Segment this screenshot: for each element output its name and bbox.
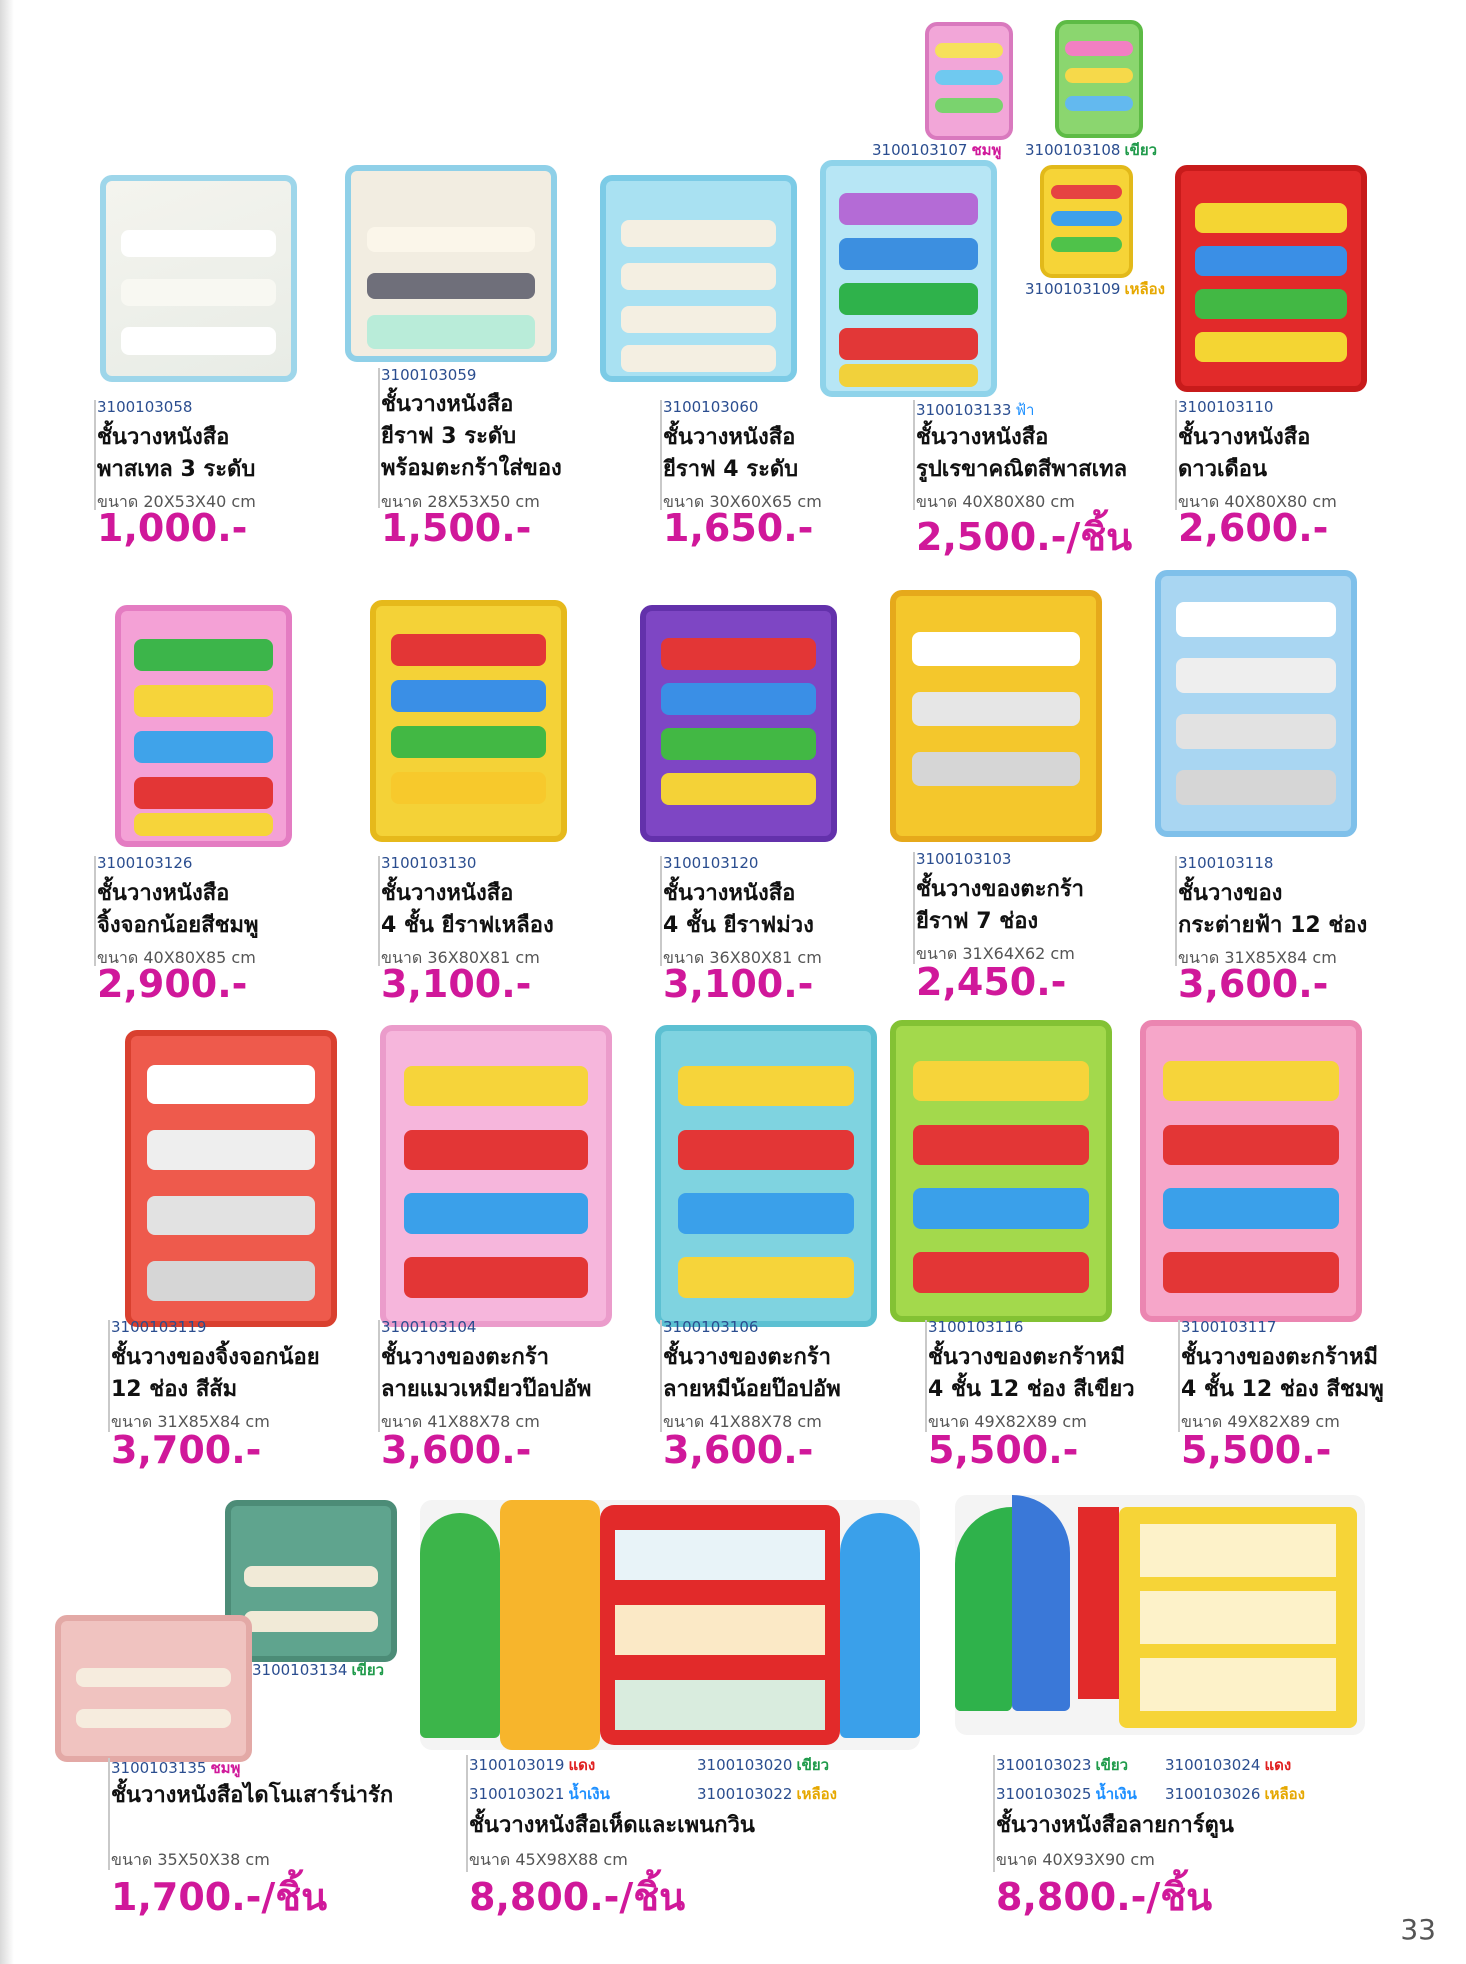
product-name-line3: พร้อมตะกร้าใส่ของ bbox=[381, 456, 562, 481]
product-price: 8,800.-/ชิ้น bbox=[996, 1875, 1213, 1919]
product-image-moon-star-shelf bbox=[1175, 165, 1367, 392]
product-code: 3100103116 bbox=[928, 1318, 1024, 1336]
product-size: ขนาด 49X82X89 cm bbox=[928, 1412, 1087, 1431]
product-name-line2: ลายแมวเหมียวป๊อปอัพ bbox=[381, 1377, 592, 1402]
variant-color-green: เขียว bbox=[1095, 1756, 1129, 1774]
product-image-pink-fox-shelf bbox=[115, 605, 292, 847]
product-image-pink-bear-shelf bbox=[1140, 1020, 1362, 1322]
product-price: 3,600.- bbox=[381, 1428, 532, 1472]
product-name-line1: ชั้นวางหนังสือ bbox=[663, 881, 796, 906]
product-code: 3100103110 bbox=[1178, 398, 1274, 416]
variant-code-pink: 3100103107 ชมพู bbox=[872, 141, 1002, 159]
product-code: 3100103059 bbox=[381, 366, 477, 384]
product-size: ขนาด 36X80X81 cm bbox=[663, 948, 822, 967]
product-price: 1,650.- bbox=[663, 506, 814, 550]
product-image-giraffe-3-tier bbox=[345, 165, 557, 362]
product-name-line2: จิ้งจอกน้อยสีชมพู bbox=[97, 913, 259, 938]
product-image-variant-yellow bbox=[1040, 165, 1133, 278]
product-name-line2: ยีราฟ 7 ช่อง bbox=[916, 909, 1039, 934]
product-image-purple-giraffe-shelf bbox=[640, 605, 837, 842]
product-price: 3,100.- bbox=[663, 962, 814, 1006]
variant-code-yellow: 3100103022 เหลือง bbox=[697, 1785, 837, 1803]
product-price: 3,100.- bbox=[381, 962, 532, 1006]
product-image-variant-green bbox=[1055, 20, 1143, 138]
product-size: ขนาด 36X80X81 cm bbox=[381, 948, 540, 967]
divider bbox=[94, 400, 96, 510]
divider bbox=[108, 1320, 110, 1432]
product-name-line1: ชั้นวางหนังสือ bbox=[97, 881, 230, 906]
divider bbox=[1175, 400, 1177, 510]
product-image-blue-rabbit-shelf bbox=[1155, 570, 1357, 837]
product-price: 1,000.- bbox=[97, 506, 248, 550]
product-code: 3100103119 bbox=[111, 1318, 207, 1336]
page-number: 33 bbox=[1400, 1913, 1436, 1946]
product-size: ขนาด 30X60X65 cm bbox=[663, 492, 822, 511]
divider bbox=[466, 1755, 468, 1872]
product-code: 3100103120 bbox=[663, 854, 759, 872]
variant-code-green: 3100103023 เขียว bbox=[996, 1756, 1129, 1774]
variant-color-green: เขียว bbox=[351, 1661, 385, 1679]
product-price: 1,700.-/ชิ้น bbox=[111, 1875, 328, 1919]
product-name-line1: ชั้นวางหนังสือ bbox=[663, 425, 796, 450]
divider bbox=[660, 1320, 662, 1432]
product-size: ขนาด 45X98X88 cm bbox=[469, 1850, 628, 1869]
variant-code-blue: 3100103025 น้ำเงิน bbox=[996, 1785, 1137, 1803]
variant-color-yellow: เหลือง bbox=[1264, 1785, 1305, 1803]
variant-color-red: แดง bbox=[568, 1756, 596, 1774]
divider bbox=[1175, 856, 1177, 966]
divider bbox=[925, 1320, 927, 1432]
product-name-line1: ชั้นวางหนังสือ bbox=[1178, 425, 1311, 450]
product-price: 2,450.- bbox=[916, 960, 1067, 1004]
product-name: ชั้นวางหนังสือไดโนเสาร์น่ารัก bbox=[111, 1783, 394, 1808]
product-name-line2: 12 ช่อง สีส้ม bbox=[111, 1377, 238, 1402]
variant-color-green: เขียว bbox=[796, 1756, 830, 1774]
product-name-line2: พาสเทล 3 ระดับ bbox=[97, 457, 256, 482]
product-code: 3100103060 bbox=[663, 398, 759, 416]
divider bbox=[660, 400, 662, 510]
product-size: ขนาด 28X53X50 cm bbox=[381, 492, 540, 511]
divider bbox=[913, 852, 915, 964]
product-name-line1: ชั้นวางหนังสือ bbox=[381, 881, 514, 906]
divider bbox=[1178, 1320, 1180, 1432]
product-name-line2: 4 ชั้น 12 ช่อง สีเขียว bbox=[928, 1377, 1135, 1402]
product-name-line1: ชั้นวางหนังสือ bbox=[97, 425, 230, 450]
product-image-mushroom-penguin-shelf bbox=[420, 1500, 920, 1750]
variant-code-yellow: 3100103109 เหลือง bbox=[1025, 280, 1165, 298]
product-price: 1,500.- bbox=[381, 506, 532, 550]
divider bbox=[993, 1755, 995, 1872]
product-image-bear-basket-shelf bbox=[655, 1025, 877, 1327]
variant-code-green: 3100103108 เขียว bbox=[1025, 141, 1158, 159]
variant-color-blue: น้ำเงิน bbox=[568, 1785, 610, 1803]
product-name-line1: ชั้นวางหนังสือ bbox=[916, 425, 1049, 450]
product-image-pastel-shelf bbox=[100, 175, 297, 382]
variant-code-green: 3100103020 เขียว bbox=[697, 1756, 830, 1774]
product-price: 8,800.-/ชิ้น bbox=[469, 1875, 686, 1919]
product-name-line1: ชั้นวางของตะกร้าหมี bbox=[928, 1345, 1126, 1370]
product-image-geometric-shelf bbox=[820, 160, 997, 397]
variant-color-pink: ชมพู bbox=[971, 141, 1002, 159]
product-name-line2: กระต่ายฟ้า 12 ช่อง bbox=[1178, 913, 1368, 938]
divider bbox=[378, 368, 380, 508]
product-name-line2: 4 ชั้น ยีราฟเหลือง bbox=[381, 913, 554, 938]
product-price: 5,500.- bbox=[928, 1428, 1079, 1472]
product-code: 3100103058 bbox=[97, 398, 193, 416]
product-name-line2: ยีราฟ 3 ระดับ bbox=[381, 424, 517, 449]
product-image-kitty-basket-shelf bbox=[380, 1025, 612, 1327]
divider bbox=[378, 856, 380, 966]
product-name-line2: ลายหมีน้อยป๊อปอัพ bbox=[663, 1377, 841, 1402]
variant-color-green: เขียว bbox=[1124, 141, 1158, 159]
product-color: ชมพู bbox=[210, 1759, 241, 1777]
product-name: ชั้นวางหนังสือลายการ์ตูน bbox=[996, 1813, 1234, 1838]
product-size: ขนาด 20X53X40 cm bbox=[97, 492, 256, 511]
product-size: ขนาด 41X88X78 cm bbox=[381, 1412, 540, 1431]
product-image-variant-pink bbox=[925, 22, 1013, 140]
variant-color-yellow: เหลือง bbox=[1124, 280, 1165, 298]
product-size: ขนาด 40X80X80 cm bbox=[1178, 492, 1337, 511]
divider bbox=[913, 400, 915, 510]
variant-code-red: 3100103024 แดง bbox=[1165, 1756, 1292, 1774]
product-code: 3100103118 bbox=[1178, 854, 1274, 872]
variant-color-red: แดง bbox=[1264, 1756, 1292, 1774]
product-price: 2,500.-/ชิ้น bbox=[916, 515, 1133, 559]
product-image-yellow-giraffe-shelf bbox=[370, 600, 567, 842]
product-name-line2: รูปเรขาคณิตสีพาสเทล bbox=[916, 457, 1128, 482]
product-size: ขนาด 31X85X84 cm bbox=[1178, 948, 1337, 967]
product-name-line1: ชั้นวางหนังสือ bbox=[381, 392, 514, 417]
product-image-giraffe-basket-shelf bbox=[890, 590, 1102, 842]
variant-code-yellow: 3100103026 เหลือง bbox=[1165, 1785, 1305, 1803]
product-code: 3100103103 bbox=[916, 850, 1012, 868]
divider bbox=[108, 1758, 110, 1870]
product-name-line1: ชั้นวางของ bbox=[1178, 881, 1283, 906]
product-code: 3100103104 bbox=[381, 1318, 477, 1336]
product-price: 3,600.- bbox=[663, 1428, 814, 1472]
product-image-green-bear-shelf bbox=[890, 1020, 1112, 1322]
variant-code-red: 3100103019 แดง bbox=[469, 1756, 596, 1774]
product-price: 3,600.- bbox=[1178, 962, 1329, 1006]
product-name-line1: ชั้นวางของตะกร้า bbox=[663, 1345, 832, 1370]
product-price: 5,500.- bbox=[1181, 1428, 1332, 1472]
variant-color-blue: น้ำเงิน bbox=[1095, 1785, 1137, 1803]
product-size: ขนาด 35X50X38 cm bbox=[111, 1850, 270, 1869]
page-edge-shadow bbox=[0, 0, 14, 1964]
product-code: 3100103133 ฟ้า bbox=[916, 401, 1035, 419]
product-size: ขนาด 40X80X80 cm bbox=[916, 492, 1075, 511]
product-name-line1: ชั้นวางของตะกร้า bbox=[916, 877, 1085, 902]
variant-code-blue: 3100103021 น้ำเงิน bbox=[469, 1785, 610, 1803]
product-price: 3,700.- bbox=[111, 1428, 262, 1472]
product-name-line2: 4 ชั้น 12 ช่อง สีชมพู bbox=[1181, 1377, 1384, 1402]
product-code: 3100103130 bbox=[381, 854, 477, 872]
product-code: 3100103135 ชมพู bbox=[111, 1759, 241, 1777]
variant-code-green: 3100103134 เขียว bbox=[252, 1661, 385, 1679]
product-price: 2,600.- bbox=[1178, 506, 1329, 550]
product-name-line2: ยีราฟ 4 ระดับ bbox=[663, 457, 799, 482]
product-size: ขนาด 31X64X62 cm bbox=[916, 944, 1075, 963]
product-code: 3100103106 bbox=[663, 1318, 759, 1336]
product-size: ขนาด 40X80X85 cm bbox=[97, 948, 256, 967]
product-name-line1: ชั้นวางของตะกร้าหมี bbox=[1181, 1345, 1379, 1370]
product-name-line2: ดาวเดือน bbox=[1178, 457, 1268, 482]
product-size: ขนาด 41X88X78 cm bbox=[663, 1412, 822, 1431]
product-size: ขนาด 40X93X90 cm bbox=[996, 1850, 1155, 1869]
product-price: 2,900.- bbox=[97, 962, 248, 1006]
product-image-cartoon-bookshelf bbox=[955, 1495, 1365, 1735]
product-image-orange-fox-shelf bbox=[125, 1030, 337, 1327]
divider bbox=[660, 856, 662, 966]
product-color: ฟ้า bbox=[1015, 401, 1035, 419]
product-code: 3100103126 bbox=[97, 854, 193, 872]
product-name-line1: ชั้นวางของตะกร้า bbox=[381, 1345, 550, 1370]
product-size: ขนาด 31X85X84 cm bbox=[111, 1412, 270, 1431]
product-code: 3100103117 bbox=[1181, 1318, 1277, 1336]
product-image-giraffe-4-tier bbox=[600, 175, 797, 382]
divider bbox=[378, 1320, 380, 1432]
divider bbox=[94, 856, 96, 966]
product-name-line1: ชั้นวางของจิ้งจอกน้อย bbox=[111, 1345, 320, 1370]
product-image-dino-pink bbox=[55, 1615, 252, 1762]
product-name: ชั้นวางหนังสือเห็ดและเพนกวิน bbox=[469, 1813, 755, 1838]
product-name-line2: 4 ชั้น ยีราฟม่วง bbox=[663, 913, 814, 938]
product-size: ขนาด 49X82X89 cm bbox=[1181, 1412, 1340, 1431]
variant-color-yellow: เหลือง bbox=[796, 1785, 837, 1803]
